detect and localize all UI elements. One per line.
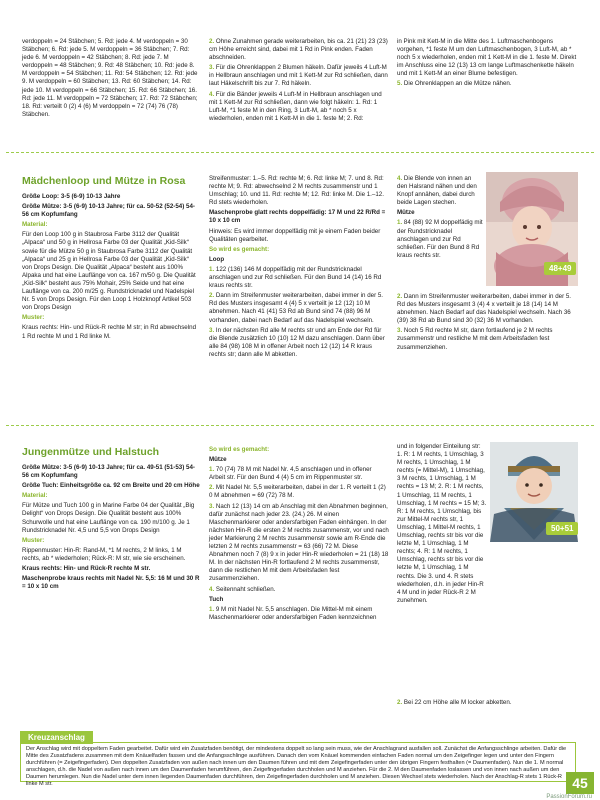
jungen-step-4: Seitennaht schließen. [215,585,276,593]
loop-step-3: In der nächsten Rd alle M rechts str und am Ende der Rd für die Blende zusätzlich 10 (10) 12 M dazu anschlagen. Dann über alle 84 (98) 108 M in offener Arbeit noch 12 (12) 14 R kraus rechts str; dann alle M abketten. [209,326,385,358]
kreuzanschlag-label: Kreuzanschlag [20,731,93,744]
top-col3-text: in Pink mit Kett-M in die Mitte des 1. Luftmaschenbogens vorgehen, *1 feste M um den Luftmaschenbogen, 3 Luft-M, ab * noch 5 x wiederholen, enden mit 1 Kett-M in die 1. feste M. Direkt im Anschluss eine 12 (13) 13 cm lange Luftmaschenkette häkeln und mit 1 Kett-M an einer Blume befestigen. [397,38,577,78]
top-col1-text: verdoppeln = 24 Stäbchen; 5. Rd: jede 4. M verdoppeln = 30 Stäbchen; 6. Rd: jede 5. M verdoppeln = 36 Stäbchen; 7. Rd: jede 6. M verdoppeln = 42 Stäbchen; 8. Rd: jede 7. M verdoppeln = 48 Stäbchen; 9. Rd: 48 Stäbchen; 10. Rd: jede 8. M verdoppeln = 54 Stäbchen; 11. Rd: 54 Stäbchen; 12. Rd: jede 9. M verdoppeln = 60 Stäbchen; 13. Rd: 60 Stäbchen; 14. Rd: jede 10. M verdoppeln = 66 Stäbchen; 15. Rd: 66 Stäbchen; 16. Rd: jede 11. M verdoppeln = 72 Stäbchen; 17. Rd: 72 Stäbchen; 18. Rd: verteilt 0 (2) 4 (6) M verdoppeln = 72 (74) 76 (78) Stäbchen. [22,38,198,118]
section-divider-2 [6,425,594,426]
kreuzanschlag-text: Der Anschlag wird mit doppeltem Faden gearbeitet. Dafür wird ein Zusatzfaden benötigt, der mindestens doppelt so lang sein muss, wie der Anschlagrand ausfallen soll. Zunächst die Anfangsschlinge arbeiten. Dafür die Mitte des Zusatzfadens zusammen mit dem Knäuelfaden fassen und die Anfangsschlinge ausführen. Danach den vom Knäuel kommenden einfachen Faden normal um den Zeigefinger legen und unter den Fingern durchführen (= Zeigefingerfaden). Den doppelten Zusatzfaden von außen nach innen um den Daumen führen und mit dem Zeigefingerfaden unter den übrigen Fingern festhalten (= Daumenfaden). Nun die 1. M normal anschlagen, d.h. die Nadel von außen nach innen um den Daumenfaden herumführen, den Zeigefingerfaden durchholen und M anziehen. Für die 2. M den Daumenfaden loslassen und von innen nach außen um den Daumen herumlegen. Nun die Nadel unter dem innen liegenden Daumenfaden durchführen, den Zeigefingerfaden durchholen und M anziehen. Diesen Wechsel stets wiederholen. Nach der Anschlag-R stets 1 Rück-R linke M str. [26,746,567,787]
badge-loop: 48+49 [544,262,576,275]
loop-loop-heading: Loop [209,255,225,263]
jungen-column-2: So wird es gemacht: Mütze 1. 70 (74) 78 M mit Nadel Nr. 4,5 anschlagen und in offener Arbeit str. Für den Bund 4 (4) 5 cm im Rippenmuster str. 2. Mit Nadel Nr. 5,5 weiterarbeiten, dabei in der 1. R verteilt 1 (2) 0 M abnehmen = 69 (72) 78 M. 3. Nach 12 (13) 14 cm ab Anschlag mit den Abnahmen beginnen, dafür zunächst nach jeder 23. (24.) 26. M einen Maschenmarkierer oder andersfarbigen Faden einhängen. In der nächsten Hin-R die ersten 2 M rechts zusammenstr, vor und nach jeder Markierung 2 M rechts zusammenstr sowie am R-Ende die letzten 2 M rechts zusammenstr = 63 (66) 72 M. Diese Abnahmen noch 7 (8) 9 x in jeder Hin-R wiederholen = 21 (18) 18 M. In der nächsten Hin-R fortlaufend 2 M rechts zusammenstr, dann die restlichen M mit dem Arbeitsfaden fest zusammenziehen. 4. Seitennaht schließen. Tuch 1. 9 M mit Nadel Nr. 5,5 anschlagen. Die Mittel-M mit einem Maschenmarkierer oder andersfarbigen Faden kennzeichnen [209,446,389,621]
loop-size-loop: Größe Loop: 3-5 (6-9) 10-13 Jahre [22,193,121,200]
top-column-3: in Pink mit Kett-M in die Mitte des 1. Luftmaschenbogens vorgehen, *1 feste M um den Luftmaschenbogen, 3 Luft-M, ab * noch 5 x wiederholen, enden mit 1 Kett-M in die 1. feste M. Direkt im Anschluss eine 12 (13) 13 cm lange Luftmaschenkette häkeln und mit 1 Kett-M an einer Blume befestigen. 5. Die Ohrenklappen an die Mütze nähen. [397,38,577,88]
loop-material-text: Für den Loop 100 g in Staubrosa Farbe 3112 der Qualität „Alpaca“ und 50 g in Hellrosa Farbe 03 der Qualität „Kid-Silk“ sowie für die Mütze 50 g in Staubrosa Farbe 3112 der Qualität „Alpaca“ und 25 g in Hellrosa Farbe 03 der Qualität „Kid-Silk“ von Drops Design. Die Qualität „Alpaca“ besteht aus 100% Alpaka und hat eine Lauflänge von ca. 167 m/50 g. Die Qualität „Kid-Silk“ besteht aus 75% Mohair, 25% Seide und hat eine Lauflänge von ca. 200 m/25 g. Rundstricknadel und Nadelspiel Nr. 5 von Drops Design. Für den Loop 1 Holzknopf Artikel 503 von Drops Design [22,231,196,312]
jungen-size-tuch: Größe Tuch: Einheitsgröße ca. 92 cm Breite und 20 cm Höhe [22,482,200,490]
top-step-3: Für die Ohrenklappen 2 Blumen häkeln. Dafür jeweils 4 Luft-M in Hellbraun anschlagen und mit 1 Kett-M zur Rd schließen, dann laut Häkelschrift bis zur 7. Rd häkeln. [209,64,388,88]
top-column-2: 2. Ohne Zunahmen gerade weiterarbeiten, bis ca. 21 (21) 23 (23) cm Höhe erreicht sind, dabei mit 1 Rd in Pink enden. Faden abschneiden. 3. Für die Ohrenklappen 2 Blumen häkeln. Dafür jeweils 4 Luft-M in Hellbraun anschlagen und mit 1 Kett-M zur Rd schließen, dann laut Häkelschrift bis zur 7. Rd häkeln. 4. Für die Bänder jeweils 4 Luft-M in Hellbraun anschlagen und mit 1 Kett-M zur Rd schließen, dann wie folgt häkeln: 1. Rd: 1 Luft-M, *1 feste M in den Ring, 3 Luft-M, ab * noch 5 x wiederholen, enden mit 1 Kett-M in die 1. feste M; 2. Rd: [209,38,388,122]
section-divider [6,152,594,153]
jungen-muster-heading: Muster: [22,536,45,544]
loop-size-muetze: Größe Mütze: 3-5 (6-9) 10-13 Jahre; für ca. 50-52 (52-54) 54-56 cm Kopfumfang [22,203,195,219]
loop-column-1 [22,175,200,343]
muetze-step-2: Dann im Streifenmuster weiterarbeiten, dabei immer in der 5. Rd des Musters insgesamt 3 (4) 4 x verteilt je 18 (14) 14 M abnehmen. Nach Bedarf auf das Nadelspiel wechseln. Nach 36 (39) 38 Rd ab Bund sind 30 (32) 36 M vorhanden. [397,293,572,325]
loop-streifenmuster: Streifenmuster: 1.–5. Rd: rechte M; 6. Rd: linke M; 7. und 8. Rd: rechte M; 9. Rd: abwechselnd 2 M rechts zusammenstr und 1 Umschlag; 10. und 11. Rd: rechte M; 12. Rd: linke M. Die 1.–12. Rd stets wiederholen. [209,175,384,207]
loop-column-3b: 2. Dann im Streifenmuster weiterarbeiten, dabei immer in der 5. Rd des Musters insgesamt 3 (4) 4 x verteilt je 18 (14) 14 M abnehmen. Nach Bedarf auf das Nadelspiel wechseln. Nach 36 (39) 38 Rd ab Bund sind 30 (32) 36 M vorhanden. 3. Noch 5 Rd rechte M str, dann fortlaufend je 2 M rechts zusammenstr und restliche M mit dem Arbeitsfaden fest zusammenziehen. [397,293,572,351]
jungen-rippenmuster: Rippenmuster: Hin-R: Rand-M, *1 M rechts, 2 M links, 1 M rechts, ab * wiederholen; Rück-R: M str, wie sie erscheinen. [22,546,186,562]
tuch-step-2: Bei 22 cm Höhe alle M locker abketten. [403,699,512,706]
loop-step-2: Dann im Streifenmuster weiterarbeiten, dabei immer in der 5. Rd des Musters insgesamt 4 (4) 5 x verteilt je 12 (12) 10 M abnehmen. Nach 41 (41) 53 Rd ab Bund sind 74 (88) 96 M vorhanden, dabei nach Bedarf auf das Nadelspiel wechseln. [209,292,384,324]
jungen-step-3: Nach 12 (13) 14 cm ab Anschlag mit den Abnahmen beginnen, dafür zunächst nach jeder 23. (24.) 26. M einen Maschenmarkierer oder andersfarbigen Faden einhängen. In der nächsten Hin-R die ersten 2 M rechts zusammenstr, vor und nach jeder Markierung 2 M rechts zusammenstr sowie am R-Ende die letzten 2 M rechts zusammenstr = 63 (66) 72 M. Diese Abnahmen noch 7 (8) 9 x in jeder Hin-R wiederholen = 21 (18) 18 M. In der nächsten Hin-R fortlaufend 2 M rechts zusammenstr, dann die restlichen M mit dem Arbeitsfaden fest zusammenziehen. [209,502,389,583]
jungen-material-heading: Material: [22,492,48,500]
page-number: 45 [566,772,594,794]
top-step-2: Ohne Zunahmen gerade weiterarbeiten, bis ca. 21 (21) 23 (23) cm Höhe erreicht sind, dabei mit 1 Rd in Pink enden. Faden abschneiden. [209,38,388,62]
jungen-material-text: Für Mütze und Tuch 100 g in Marine Farbe 04 der Qualität „Big Delight“ von Drops Design. Die Qualität besteht aus 100% Schurwolle und hat eine Lauflänge von ca. 190 m/100 g. Je 1 Rundstricknadel Nr. 4,5 und 5,5 von Drops Design [22,502,195,534]
kreuzanschlag-box [20,742,576,787]
jungen-step-2: Mit Nadel Nr. 5,5 weiterarbeiten, dabei in der 1. R verteilt 1 (2) 0 M abnehmen = 69 (72) 78 M. [209,484,386,500]
jungen-column-1 [22,446,200,593]
loop-material-heading: Material: [22,221,48,229]
loop-step-4: Die Blende von innen an den Halsrand nähen und den Knopf annähen, dabei durch beide Lagen stechen. [397,175,477,207]
jungen-column-3 [397,443,487,607]
jungen-column-3b: 2. Bei 22 cm Höhe alle M locker abketten. [397,699,512,706]
loop-sowird-heading: So wird es gemacht: [209,245,270,253]
jungen-title: Jungenmütze und Halstuch [22,446,160,458]
jungen-size-muetze: Größe Mütze: 3-5 (6-9) 10-13 Jahre; für ca. 49-51 (51-53) 54-56 cm Kopfumfang [22,464,195,480]
top-column-1 [22,38,200,121]
loop-muetze-heading: Mütze [397,209,415,217]
loop-muster-text: Kraus rechts: Hin- und Rück-R rechte M str; in Rd abwechselnd 1 Rd rechte M und 1 Rd linke M. [22,324,197,340]
top-step-4: Für die Bänder jeweils 4 Luft-M in Hellbraun anschlagen und mit 1 Kett-M zur Rd schließen, dann wie folgt häkeln: 1. Rd: 1 Luft-M, *1 feste M in den Ring, 3 Luft-M, ab * noch 5 x wiederholen, enden mit 1 Kett-M in die 1. feste M; 2. Rd: [209,90,382,122]
loop-column-2: Streifenmuster: 1.–5. Rd: rechte M; 6. Rd: linke M; 7. und 8. Rd: rechte M; 9. Rd: abwechselnd 2 M rechts zusammenstr und 1 Umschlag; 10. und 11. Rd: rechte M; 12. Rd: linke M. Die 1.–12. Rd stets wiederholen. Maschenprobe glatt rechts doppelfädig: 17 M und 22 R/Rd = 10 x 10 cm Hinweis: Es wird immer doppelfädig mit je einem Faden beider Qualitäten gearbeitet. So wird es gemacht: Loop 1. 122 (136) 146 M doppelfädig mit der Rundstricknadel anschlagen und zur Rd schließen. Für den Bund 14 (14) 16 Rd kraus rechts str. 2. Dann im Streifenmuster weiterarbeiten, dabei immer in der 5. Rd des Musters insgesamt 4 (4) 5 x verteilt je 12 (12) 10 M abnehmen. Nach 41 (41) 53 Rd ab Bund sind 74 (88) 96 M vorhanden, dabei nach Bedarf auf das Nadelspiel wechseln. 3. In der nächsten Rd alle M rechts str und am Ende der Rd für die Blende zusätzlich 10 (10) 12 M dazu anschlagen. Dann über alle 84 (98) 108 M in offener Arbeit noch 12 (12) 14 R kraus rechts str; dann alle M abketten. [209,175,389,361]
tuch-step-1: 9 M mit Nadel Nr. 5,5 anschlagen. Die Mittel-M mit einem Maschenmarkierer oder andersfarbigen Faden kennzeichnen [209,605,377,621]
jungen-maschenprobe: Maschenprobe kraus rechts mit Nadel Nr. 5,5: 16 M und 30 R = 10 x 10 cm [22,575,200,591]
jungen-muetze-heading: Mütze [209,456,227,464]
watermark-text: PassionForum.ru [546,794,592,800]
tuch-step-continued: und in folgender Einteilung str: 1. R: 1 M rechts, 1 Umschlag, 3 M rechts, 1 Umschlag, 1 M rechts (= Mittel-M), 1 Umschlag, 3 M rechts, 1 Umschlag, 1 M rechts = 13 M; 2. R: 1 M rechts, 1 Umschlag, 11 M rechts, 1 Umschlag, 1 M rechts = 15 M; 3. R: 1 M rechts, 1 Umschlag, bis zur Mittel-M rechts str, 1 Umschlag, 1 Mittel-M rechts, 1 Umschlag, rechts str bis vor die letzte M, 1 Umschlag, 1 M rechts; 4. R: 1 M rechts, 1 Umschlag, rechts str bis vor die letzte M, 1 Umschlag, 1 M rechts. Die 3. und 4. R stets wiederholen, d.h. in jeder Hin-R 4 M und in jeder Rück-R 2 M zunehmen. [397,443,487,604]
loop-title: Mädchenloop und Mütze in Rosa [22,175,186,187]
muetze-step-1: 84 (88) 92 M doppelfädig mit der Rundstricknadel anschlagen und zur Rd schließen. Für den Bund 8 Rd kraus rechts str. [397,219,483,259]
jungen-sowird-heading: So wird es gemacht: [209,446,270,453]
loop-muster-heading: Muster: [22,314,45,322]
loop-column-3: 4. Die Blende von innen an den Halsrand nähen und den Knopf annähen, dabei durch beide Lagen stechen. Mütze 1. 84 (88) 92 M doppelfädig mit der Rundstricknadel anschlagen und zur Rd schließen. Für den Bund 8 Rd kraus rechts str. [397,175,483,259]
jungen-tuch-heading: Tuch [209,595,224,603]
loop-step-1: 122 (136) 146 M doppelfädig mit der Rundstricknadel anschlagen und zur Rd schließen. Für den Bund 14 (14) 16 Rd kraus rechts str. [209,265,382,290]
jungen-kraus: Kraus rechts: Hin- und Rück-R rechte M str. [22,565,151,573]
jungen-step-1: 70 (74) 78 M mit Nadel Nr. 4,5 anschlagen und in offener Arbeit str. Für den Bund 4 (4) 5 cm im Rippenmuster str. [209,466,372,482]
loop-maschenprobe: Maschenprobe glatt rechts doppelfädig: 17 M und 22 R/Rd = 10 x 10 cm [209,209,386,225]
badge-jungen: 50+51 [546,522,578,535]
muetze-step-3: Noch 5 Rd rechte M str, dann fortlaufend je 2 M rechts zusammenstr und restliche M mit dem Arbeitsfaden fest zusammenziehen. [397,327,553,351]
top-step-5: Die Ohrenklappen an die Mütze nähen. [403,80,512,88]
loop-hinweis: Hinweis: Es wird immer doppelfädig mit je einem Faden beider Qualitäten gearbeitet. [209,227,381,243]
